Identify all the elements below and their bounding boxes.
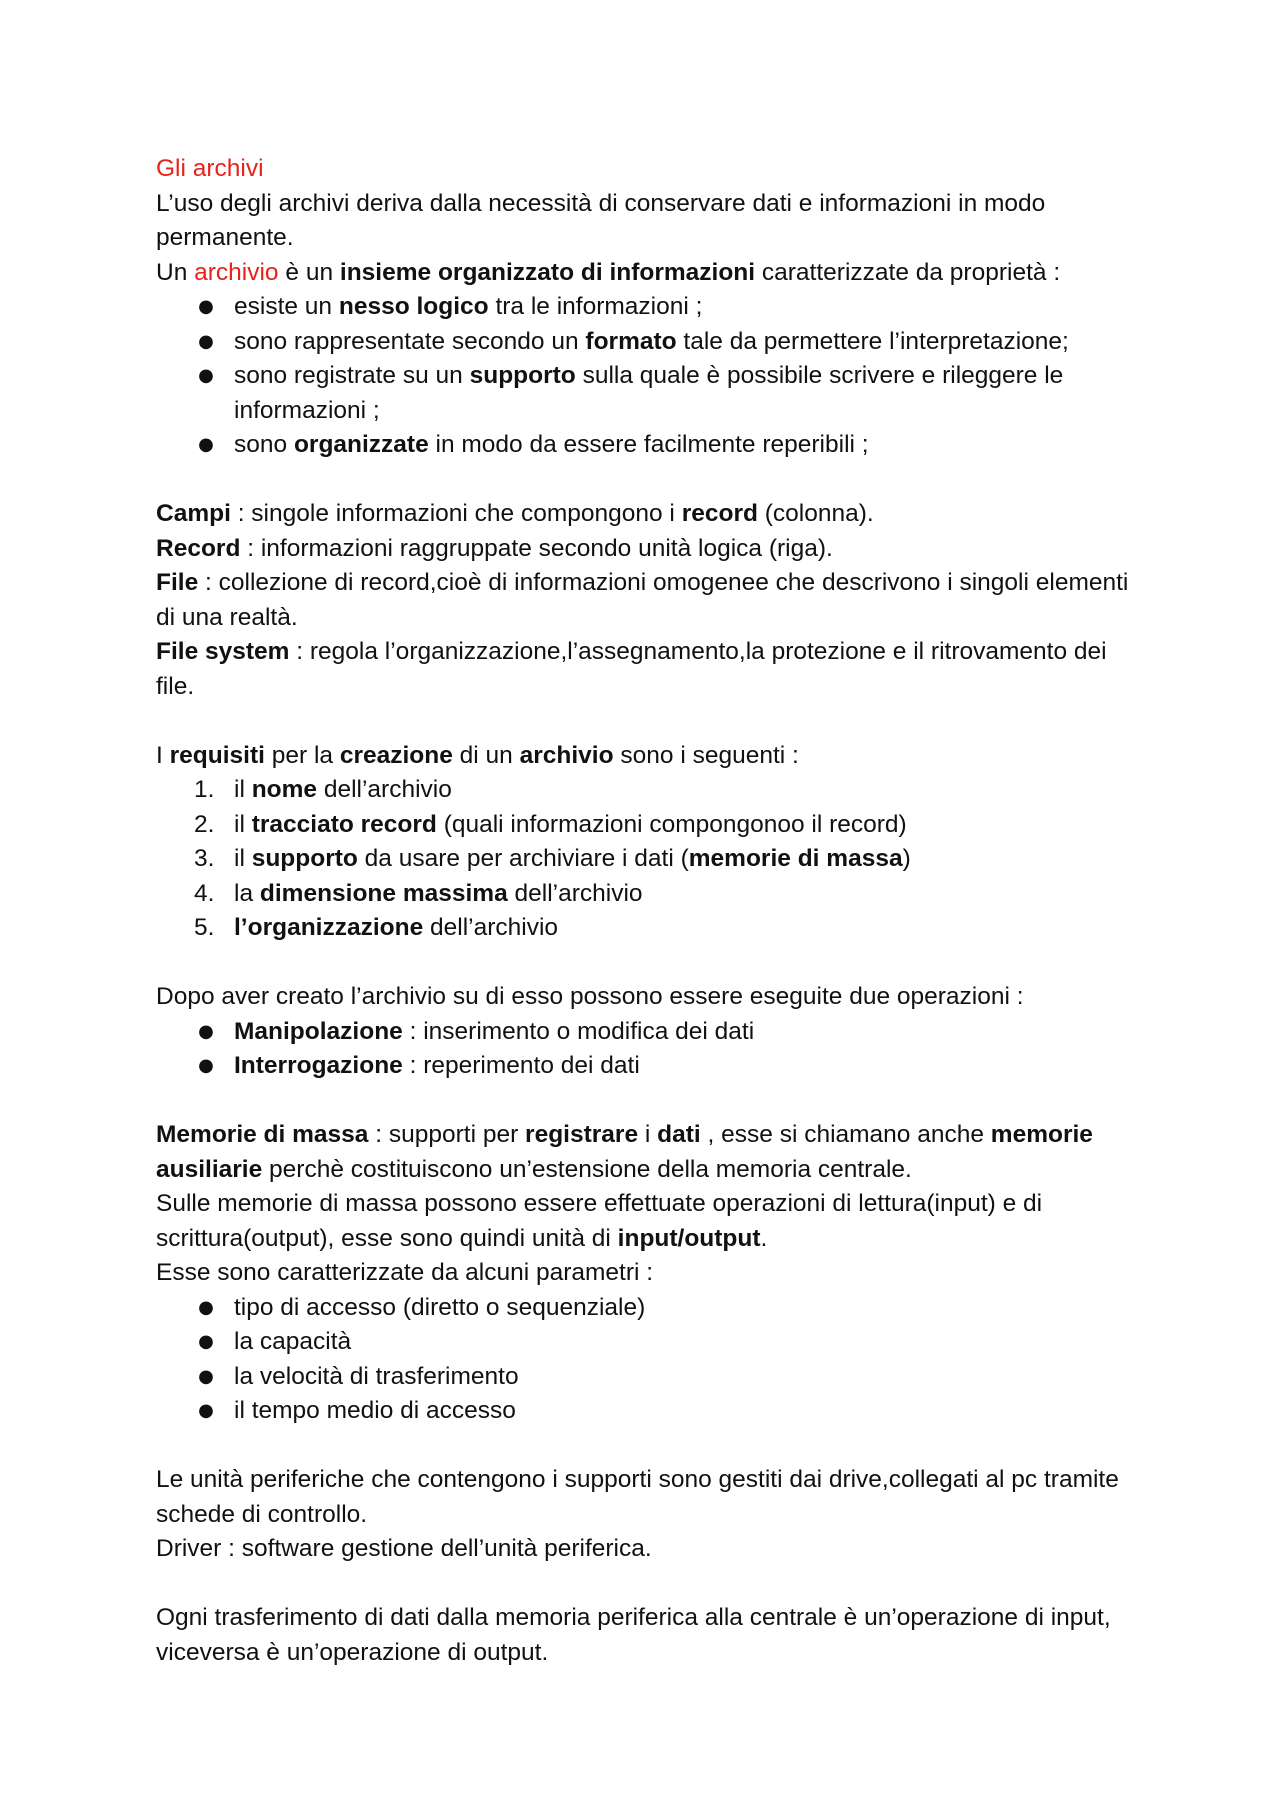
intro-paragraph: L’uso degli archivi deriva dalla necessità di conservare dati e informazioni in modo permanente.: [156, 189, 1046, 251]
parameters-intro: Esse sono caratterizzate da alcuni parametri :: [156, 1259, 654, 1286]
list-item: ● sono organizzate in modo da essere facilmente reperibili ;: [156, 428, 1146, 463]
list-item: 3. il supporto da usare per archiviare i dati (memorie di massa): [156, 842, 1146, 877]
list-item: ● Interrogazione : reperimento dei dati: [156, 1049, 1146, 1084]
list-item: 1. il nome dell’archivio: [156, 773, 1146, 808]
list-number: 3.: [194, 845, 215, 872]
spacer: [156, 946, 1146, 981]
list-number: 5.: [194, 914, 215, 941]
list-item: ● il tempo medio di accesso: [156, 1394, 1146, 1429]
bullet-icon: ●: [198, 434, 214, 455]
list-item: ● la capacità: [156, 1325, 1146, 1360]
peripherals-paragraph: Le unità periferiche che contengono i supporti sono gestiti dai drive,collegati al pc tramite schede di controllo.: [156, 1466, 1119, 1528]
list-item: ● tipo di accesso (diretto o sequenziale): [156, 1291, 1146, 1326]
list-item: ● Manipolazione : inserimento o modifica dei dati: [156, 1015, 1146, 1050]
bullet-icon: ●: [198, 1296, 214, 1318]
spacer: [156, 463, 1146, 498]
properties-list: [156, 290, 1146, 463]
bullet-icon: ●: [198, 365, 214, 386]
bullet-icon: ●: [198, 330, 214, 352]
bullet-icon: ●: [198, 1055, 214, 1076]
requirements-list: [156, 773, 1146, 946]
document-page: [156, 152, 1146, 1670]
bullet-icon: ●: [198, 1365, 214, 1387]
bullet-icon: ●: [198, 1400, 214, 1421]
operations-intro: Dopo aver creato l’archivio su di esso possono essere eseguite due operazioni :: [156, 983, 1024, 1010]
definition-record: Record : informazioni raggruppate secondo unità logica (riga).: [156, 534, 833, 562]
parameters-list: [156, 1291, 1146, 1429]
definition-file-system: File system : regola l’organizzazione,l’assegnamento,la protezione e il ritrovamento dei file.: [156, 638, 1107, 700]
archive-definition: Un archivio è un insieme organizzato di informazioni caratterizzate da proprietà :: [156, 258, 1061, 286]
bullet-icon: ●: [198, 1020, 214, 1042]
operations-list: [156, 1015, 1146, 1084]
driver-definition: Driver : software gestione dell’unità periferica.: [156, 1535, 652, 1562]
list-item: ● sono registrate su un supporto sulla quale è possibile scrivere e rileggere le informazioni ;: [156, 359, 1146, 428]
mass-memory-definition: Memorie di massa : supporti per registrare i dati , esse si chiamano anche memorie ausiliarie perchè costituiscono un’estensione della memoria centrale.: [156, 1121, 1093, 1183]
definition-file: File : collezione di record,cioè di informazioni omogenee che descrivono i singoli elementi di una realtà.: [156, 569, 1129, 631]
list-item: 5. l’organizzazione dell’archivio: [156, 911, 1146, 946]
list-item: ● sono rappresentate secondo un formato tale da permettere l’interpretazione;: [156, 325, 1146, 360]
list-item: 2. il tracciato record (quali informazioni compongonoo il record): [156, 808, 1146, 843]
list-number: 4.: [194, 879, 215, 907]
transfer-paragraph: Ogni trasferimento di dati dalla memoria periferica alla centrale è un’operazione di input, viceversa è un’operazione di output.: [156, 1604, 1111, 1666]
list-number: 2.: [194, 810, 215, 838]
list-item: 4. la dimensione massima dell’archivio: [156, 877, 1146, 912]
mass-memory-io: Sulle memorie di massa possono essere effettuate operazioni di lettura(input) e di scrittura(output), esse sono quindi unità di input/output.: [156, 1190, 1043, 1252]
spacer: [156, 1429, 1146, 1464]
spacer: [156, 1084, 1146, 1119]
list-number: 1.: [194, 776, 215, 803]
list-item: ● esiste un nesso logico tra le informazioni ;: [156, 290, 1146, 325]
requirements-intro: I requisiti per la creazione di un archivio sono i seguenti :: [156, 741, 799, 769]
definition-campi: Campi : singole informazioni che compongono i record (colonna).: [156, 500, 874, 527]
bullet-icon: ●: [198, 296, 214, 317]
spacer: [156, 1567, 1146, 1602]
list-item: ● la velocità di trasferimento: [156, 1360, 1146, 1395]
spacer: [156, 704, 1146, 739]
archivio-keyword: archivio: [194, 258, 279, 286]
bullet-icon: ●: [198, 1331, 214, 1352]
section-title: Gli archivi: [156, 155, 264, 182]
